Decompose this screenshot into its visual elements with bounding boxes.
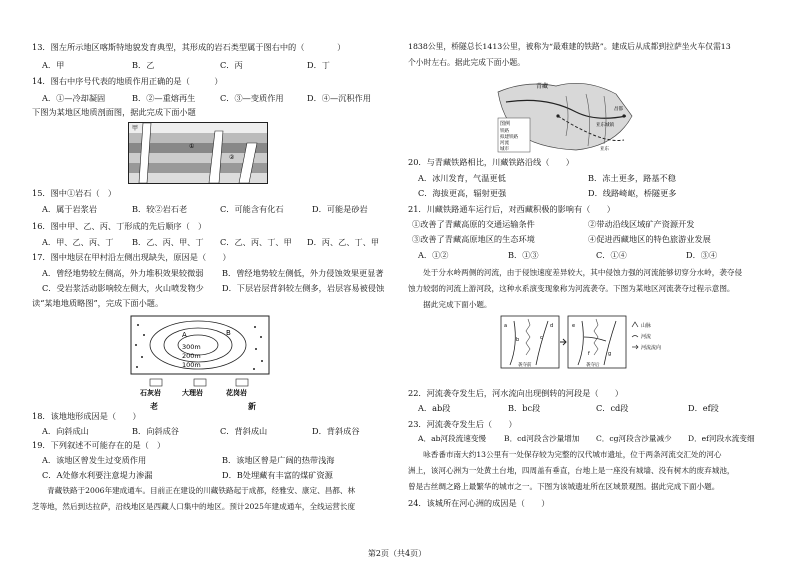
q16-option-c: C．乙、丙、丁、甲 [220, 237, 292, 247]
q22-option-d: D．ef段 [688, 403, 719, 413]
q19-option-b: B．该地区曾是广阔的热带浅海 [222, 455, 335, 465]
para-left-line-1: 青藏铁路于2006年建成通车。目前正在建设的川藏铁路起于成都，经雅安、康定、昌都、林 [32, 486, 356, 495]
map-legend-railway: 铁路 [500, 129, 509, 134]
para-right-bot-line-1: 咏香番市南大约13公里有一处保存较为完整的汉代城市遗址，位于两条河流交汇处的河心 [408, 450, 722, 459]
point-f: f [588, 351, 590, 357]
caption-after: 袭夺后 [586, 363, 600, 368]
q21-stem: 21．川藏铁路通车运行后，对西藏积极的影响有（ ） [408, 204, 615, 214]
q21-choice-a: A．①② [418, 250, 449, 260]
map-label-yadong-town: 亚东城镇 [596, 123, 614, 128]
map-label-yadong: 亚东 [600, 147, 609, 152]
q14-stem: 14．图右中序号代表的地质作用正确的是（ ） [32, 76, 223, 86]
q16-option-a: A．甲、乙、丙、丁 [42, 237, 114, 247]
q18-option-b: B．向斜成谷 [132, 426, 179, 436]
q23-stem: 23．河流袭夺发生后（ ） [408, 419, 517, 429]
q13-option-b: B．乙 [132, 60, 155, 70]
intro-18: 读“某地地质略图”，完成下面小题。 [32, 298, 164, 308]
q19-option-d: D．B处埋藏有丰富的煤矿资源 [222, 470, 333, 480]
point-d: d [550, 323, 554, 329]
svg-text:①: ① [189, 143, 195, 150]
q13-stem: 13．图左所示地区喀斯特地貌发育典型，其形成的岩石类型属于图右中的（ ） [32, 42, 346, 52]
q18-option-a: A．向斜成山 [42, 426, 89, 436]
q14-option-c: C．③—变质作用 [220, 93, 284, 103]
para-right-top-line-1: 1838公里，桥隧总长1413公里，被称为“最难建的铁路”。建成后从成都到拉萨坐火车仅需13 [408, 42, 731, 51]
q21-statement-3: ③改善了青藏高原地区的生态环境 [412, 234, 535, 244]
para-left-line-2: 芝等地，然后到达拉萨，沿线地区是西藏人口集中的地区。预计2025年建成通车，全线运营长度 [32, 502, 356, 511]
q14-option-d: D．④—沉积作用 [307, 93, 371, 103]
map-label-changdu: 昌都 [614, 107, 623, 112]
map-label-qingzang: 青藏 [536, 83, 549, 90]
q23-option-b: B．cd河段含沙量增加 [504, 434, 580, 443]
svg-text:甲: 甲 [132, 125, 139, 132]
q22-option-b: B．bc段 [508, 403, 541, 413]
q21-statement-1: ①改善了青藏高原的交通运输条件 [412, 219, 535, 229]
intro-15: 下图为某地区地质剖面图，据此完成下面小题 [32, 107, 196, 117]
para-right-mid-line-1: 处于分水岭两侧的河流，由于侵蚀速度差异较大，其中侵蚀力强的河流能够切穿分水岭，袭夺侵 [408, 268, 743, 277]
para-right-top-line-2: 个小时左右。据此完成下面小题。 [408, 58, 525, 67]
q23-option-a: A．ab河段流速变慢 [418, 434, 487, 443]
q18-option-d: D．背斜成谷 [312, 426, 360, 436]
map-legend-title: 图例 [500, 121, 511, 127]
q21-choice-b: B．①③ [508, 250, 539, 260]
q15-option-b: B．较②岩石老 [132, 204, 188, 214]
legend-granite: 花岗岩 [226, 389, 247, 397]
point-g: g [608, 351, 612, 357]
geologic-section-figure [128, 122, 268, 184]
map-legend-river: 河流 [500, 141, 509, 146]
q13-option-c: C．丙 [220, 60, 243, 70]
q14-option-b: B．②—重熔再生 [132, 93, 196, 103]
q17-option-b: B．曾经地势较左侧低，外力侵蚀效果更显著 [222, 268, 384, 278]
point-a-label: A [182, 331, 187, 339]
q17-option-c: C．受岩浆活动影响较左侧大，火山喷发物少 [42, 283, 204, 293]
para-right-bot-line-2: 洲上，该河心洲为一处黄土台地，四周盖有垂直，台地上是一座没有城墙、没有树木的废弃城池， [408, 466, 735, 475]
q17-option-d: D．下层岩层背斜较左侧多，岩层容易被侵蚀 [222, 283, 385, 293]
q20-option-b: B．冻土更多，路基不稳 [588, 173, 676, 183]
q13-option-a: A．甲 [42, 60, 65, 70]
q19-option-a: A．该地区曾发生过变质作用 [42, 455, 147, 465]
q19-option-c: C．A处修水利要注意堤力渗漏 [42, 470, 153, 480]
q15-option-c: C．可能含有化石 [220, 204, 284, 214]
page-footer: 第2页（共4页） [367, 549, 427, 558]
legend-mountain: 山脉 [641, 323, 652, 329]
q18-stem: 18．该地地形成因是（ ） [32, 411, 141, 421]
q24-stem: 24．该城所在河心洲的成因是（ ） [408, 498, 550, 508]
legend-old-label: 老 [150, 401, 158, 411]
contour-200-label: 200m [182, 352, 201, 360]
q19-stem: 19．下列叙述不可能存在的是（ ） [32, 440, 166, 450]
q13-option-d: D．丁 [307, 60, 330, 70]
q14-option-a: A．①—冷却凝固 [42, 93, 106, 103]
q17-stem: 17．图中地层在甲村沿左侧出现缺失，原因是（ ） [32, 252, 231, 262]
q23-option-d: D．ef河段水流变细 [688, 434, 755, 443]
q22-option-c: C．cd段 [596, 403, 629, 413]
point-e: e [572, 323, 576, 329]
para-right-mid-line-2: 蚀力较弱的河流上游河段，这种水系演变现象称为河流袭夺。下图为某地区河流袭夺过程示意图。 [408, 284, 735, 293]
river-capture-figure [500, 315, 676, 369]
map-legend-planned-railway: 拟建铁路 [500, 135, 518, 140]
q21-choice-c: C．①④ [596, 250, 627, 260]
contour-100-label: 100m [182, 361, 201, 369]
legend-new-label: 新 [248, 401, 256, 411]
svg-text:②: ② [229, 154, 235, 161]
point-b-label: B [226, 329, 231, 337]
point-c: c [540, 335, 543, 341]
legend-marble: 大理岩 [182, 389, 203, 397]
legend-river: 河流 [641, 334, 652, 340]
q20-option-c: C．海拔更高，辐射更强 [418, 188, 507, 198]
q16-option-d: D．丙、乙、丁、甲 [307, 237, 380, 247]
point-a: a [504, 323, 508, 329]
q16-stem: 16．图中甲、乙、丙、丁形成的先后顺序（ ） [32, 221, 207, 231]
q21-statement-2: ②带动沿线区域矿产资源开发 [588, 219, 695, 229]
q15-option-d: D．可能是砂岩 [312, 204, 368, 214]
contour-300-label: 300m [182, 343, 201, 351]
q15-stem: 15．图中①岩石（ ） [32, 188, 117, 198]
legend-limestone: 石灰岩 [140, 389, 161, 397]
para-right-mid-line-3: 据此完成下面小题。 [408, 300, 492, 309]
q15-option-a: A．属于岩浆岩 [42, 204, 98, 214]
legend-flow-direction: 河流流向 [641, 345, 662, 351]
caption-before: 袭夺前 [518, 363, 532, 368]
q20-option-d: D．线路崎岖，桥隧更多 [588, 188, 677, 198]
q21-statement-4: ④促进西藏地区的特色旅游业发展 [588, 234, 711, 244]
geologic-map-figure [130, 315, 270, 400]
q21-choice-d: D．③④ [686, 250, 718, 260]
q18-option-c: C．背斜成山 [220, 426, 268, 436]
q16-option-b: B．乙、丙、甲、丁 [132, 237, 204, 247]
q22-stem: 22．河流袭夺发生后，河水流向出现倒转的河段是（ ） [408, 388, 624, 398]
q17-option-a: A．曾经地势较左侧高，外力堆积效果较微弱 [42, 268, 204, 278]
para-right-bot-line-3: 曾是古丝绸之路上最繁华的城市之一。下图为该城遗址所在区域景观图。据此完成下面小题。 [408, 482, 720, 491]
q20-stem: 20．与青藏铁路相比，川藏铁路沿线（ ） [408, 157, 574, 167]
q22-option-a: A．ab段 [418, 403, 451, 413]
q20-option-a: A．冰川发育，气温更低 [418, 173, 506, 183]
point-b: b [516, 337, 520, 343]
railway-map-figure [496, 76, 636, 154]
map-legend-city: 城市 [500, 147, 509, 152]
q23-option-c: C．cg河段含沙量减少 [596, 434, 672, 443]
